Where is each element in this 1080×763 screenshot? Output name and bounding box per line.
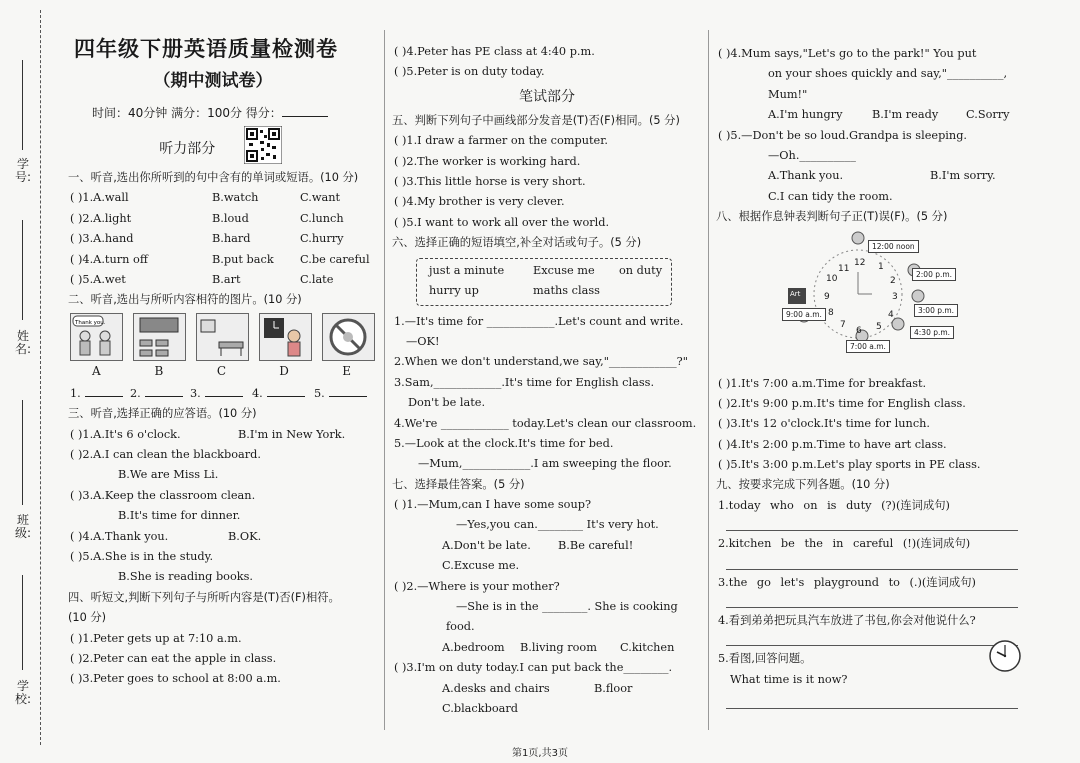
picture-row	[70, 313, 373, 361]
option-c[interactable]: C.blackboard	[442, 701, 518, 715]
clock-number: 12	[854, 258, 866, 268]
list-item	[716, 496, 1036, 516]
column-2	[392, 42, 702, 719]
list-item	[392, 152, 702, 172]
clock-number: 3	[892, 292, 898, 302]
judge-item[interactable]: ( )1.Peter gets up at 7:10 a.m.	[70, 631, 242, 645]
clock-number: 4	[888, 310, 894, 320]
question-stem[interactable]: ( )3.I'm on duty today.I can put back the________.	[394, 661, 673, 675]
speech-bubble-text: Thank you.	[75, 319, 106, 326]
list-item	[716, 611, 1036, 631]
list-item	[68, 188, 373, 208]
blank-number: 1.	[70, 386, 81, 400]
option-c[interactable]: C.I can tidy the room.	[768, 189, 893, 203]
option-b[interactable]: B.We are Miss Li.	[118, 468, 219, 482]
picture-label: D	[279, 363, 289, 378]
phrase-option[interactable]: just a minute	[429, 263, 505, 277]
name-line	[22, 220, 23, 320]
list-item	[392, 42, 702, 62]
picture-d	[259, 313, 312, 361]
option-c[interactable]: C.want	[300, 191, 341, 205]
option-c[interactable]: C.kitchen	[620, 640, 675, 654]
student-id-label: 学号:	[14, 157, 32, 184]
time-label: 2:00 p.m.	[912, 268, 956, 281]
judge-item[interactable]: ( )1.It's 7:00 a.m.Time for breakfast.	[718, 376, 927, 390]
picture-label: B	[154, 363, 164, 378]
time-label: 7:00 a.m.	[846, 340, 890, 353]
option-b[interactable]: B.put back	[212, 252, 274, 266]
option-a[interactable]: A.desks and chairs	[442, 681, 550, 695]
list-item	[68, 649, 373, 669]
list-item	[716, 534, 1036, 554]
blank-number: 3.	[190, 386, 201, 400]
list-item	[68, 465, 373, 485]
classroom-picture-icon	[134, 314, 185, 360]
list-item	[716, 187, 1036, 207]
list-item	[716, 435, 1036, 455]
sentence-task: 4.看到弟弟把玩具汽车放进了书包,你会对他说什么?	[718, 614, 976, 628]
list-item	[392, 373, 702, 393]
art-board-label: Art	[790, 290, 801, 298]
answer-blank[interactable]	[205, 384, 243, 397]
fill-blank-item[interactable]: 1.—It's time for ____________.Let's count and write.	[394, 314, 684, 328]
judge-item[interactable]: ( )3.This little horse is very short.	[394, 174, 586, 188]
option-a[interactable]: A.Thank you.	[768, 169, 844, 183]
list-item	[68, 669, 373, 689]
picture-labels	[70, 361, 373, 381]
clock-boy-picture-icon	[260, 314, 311, 360]
option-a[interactable]: ( )5.A.She is in the study.	[70, 549, 214, 563]
phrase-option[interactable]: Excuse me	[533, 263, 595, 277]
option-a[interactable]: A.I'm hungry	[768, 108, 843, 122]
option-a[interactable]: A.Don't be late.	[442, 538, 531, 552]
question-stem: ( )5.—Don't be so loud.Grandpa is sleeping.	[718, 128, 968, 142]
list-item	[716, 85, 1036, 105]
clock-number: 1	[878, 262, 884, 272]
answer-line[interactable]	[726, 593, 1018, 608]
list-item	[392, 658, 702, 678]
sentence-task: 3.the go let's playground to (.)(连词成句)	[718, 575, 976, 589]
question-stem[interactable]: —Oh.__________	[768, 148, 856, 162]
option-c[interactable]: C.Excuse me.	[442, 559, 520, 573]
list-item	[716, 146, 1036, 166]
school-label: 学校:	[14, 679, 32, 706]
option-b[interactable]: B.It's time for dinner.	[118, 509, 241, 523]
fill-blank-item: 5.—Look at the clock.It's time for bed.	[394, 436, 614, 450]
fill-blank-item: Don't be late.	[408, 396, 486, 410]
answer-line[interactable]	[726, 516, 1018, 531]
option-a[interactable]: ( )2.A.light	[70, 211, 132, 225]
judge-item[interactable]: ( )5.Peter is on duty today.	[394, 65, 545, 79]
list-item	[68, 209, 373, 229]
option-b[interactable]: B.watch	[212, 191, 259, 205]
list-item	[392, 352, 702, 372]
picture-a	[70, 313, 123, 361]
exam-meta	[92, 98, 373, 128]
picture-answer-row	[68, 384, 373, 404]
sentence-task: 2.kitchen be the in careful (!)(连词成句)	[718, 537, 971, 551]
section7-heading: 七、选择最佳答案。(5 分)	[392, 477, 525, 491]
clock-number: 10	[826, 274, 838, 284]
question-stem: ( )1.—Mum,can I have some soup?	[394, 498, 592, 512]
option-a[interactable]: A.bedroom	[442, 640, 505, 654]
answer-blank[interactable]	[267, 384, 305, 397]
class-line	[22, 400, 23, 505]
list-item	[392, 332, 702, 352]
fill-blank-item[interactable]: 4.We're ____________ today.Let's clean our classroom.	[394, 416, 697, 430]
section8-heading: 八、根据作息钟表判断句子正(T)误(F)。(5 分)	[716, 210, 948, 224]
answer-blank[interactable]	[145, 384, 183, 397]
clock-number: 8	[828, 308, 834, 318]
judge-item[interactable]: ( )2.The worker is working hard.	[394, 154, 581, 168]
option-a[interactable]: ( )3.A.hand	[70, 232, 134, 246]
list-item	[392, 131, 702, 151]
question-stem: food.	[446, 620, 475, 634]
clock-number: 6	[856, 326, 862, 336]
list-item	[392, 393, 702, 413]
option-b[interactable]: B.loud	[212, 211, 249, 225]
time-score-text: 时间：40分钟 满分：100分 得分：	[92, 106, 282, 120]
list-item	[716, 44, 1036, 64]
list-item	[392, 454, 702, 474]
sentence-task: 5.看图,回答问题。	[718, 652, 812, 666]
list-item	[68, 270, 373, 290]
list-item	[392, 495, 702, 515]
judge-item[interactable]: ( )5.It's 3:00 p.m.Let's play sports in PE class.	[718, 458, 981, 472]
option-b[interactable]: B.floor	[594, 681, 633, 695]
qr-code-icon	[244, 126, 282, 164]
list-item	[68, 250, 373, 270]
list-item	[716, 126, 1036, 146]
list-item	[68, 486, 373, 506]
question-stem[interactable]: on your shoes quickly and say,"__________,	[768, 67, 1008, 81]
list-item	[716, 374, 1036, 394]
list-item	[68, 527, 373, 547]
option-b[interactable]: B.living room	[520, 640, 597, 654]
picture-label: A	[91, 363, 101, 378]
picture-c	[196, 313, 249, 361]
option-b[interactable]: B.She is reading books.	[118, 570, 254, 584]
section6-heading: 六、选择正确的短语填空,补全对话或句子。(5 分)	[392, 236, 642, 250]
column-divider	[384, 30, 385, 730]
cut-line	[40, 10, 41, 745]
option-c[interactable]: C.be careful	[300, 252, 370, 266]
list-item	[68, 567, 373, 587]
section1-items	[68, 188, 373, 290]
option-a[interactable]: ( )1.A.It's 6 o'clock.	[70, 427, 181, 441]
judge-item[interactable]: ( )3.It's 12 o'clock.It's time for lunch.	[718, 417, 931, 431]
section3-heading: 三、听音,选择正确的应答语。(10 分)	[68, 407, 257, 421]
answer-line[interactable]	[726, 631, 1018, 646]
time-label: 9:00 a.m.	[782, 308, 826, 321]
question-stem: Mum!"	[768, 87, 808, 101]
list-item	[716, 670, 1036, 690]
fill-blank-item[interactable]: 2.When we don't understand,we say,"____________?"	[394, 355, 688, 369]
question-stem[interactable]: —She is in the ________. She is cooking	[456, 600, 678, 614]
section2-heading: 二、听音,选出与所听内容相符的图片。(10 分)	[68, 293, 302, 307]
phrase-option[interactable]: maths class	[533, 283, 600, 297]
blank-number: 5.	[314, 386, 325, 400]
fill-blank-item[interactable]: —Mum,____________.I am sweeping the floor.	[418, 457, 672, 471]
name-label: 姓名:	[14, 329, 32, 356]
section5-heading: 五、判断下列句子中画线部分发音是(T)否(F)相同。(5 分)	[392, 113, 680, 127]
listening-heading-text: 听力部分	[159, 141, 216, 157]
list-item	[392, 679, 702, 699]
option-b[interactable]: B.I'm sorry.	[930, 169, 996, 183]
written-heading: 笔试部分	[519, 88, 575, 105]
student-id-line	[22, 60, 23, 150]
answer-blank[interactable]	[85, 384, 123, 397]
column-1	[68, 34, 373, 690]
schedule-clock-diagram	[780, 228, 960, 356]
list-item	[68, 506, 373, 526]
judge-item[interactable]: ( )4.Peter has PE class at 4:40 p.m.	[394, 45, 595, 58]
time-label: 12:00 noon	[868, 240, 919, 253]
list-item	[392, 597, 702, 617]
time-label: 4:30 p.m.	[910, 326, 954, 339]
clock-number: 9	[824, 292, 830, 302]
exam-subtitle: （期中测试卷）	[153, 71, 273, 91]
class-label: 班级:	[14, 513, 32, 540]
section4-points: (10 分)	[68, 611, 107, 625]
list-item	[716, 455, 1036, 475]
column-divider	[708, 30, 709, 730]
phrase-option[interactable]: on duty	[619, 263, 663, 277]
score-blank[interactable]	[282, 104, 328, 117]
no-sign-picture-icon	[323, 314, 374, 360]
option-c[interactable]: C.hurry	[300, 232, 344, 246]
list-item	[392, 699, 702, 719]
list-item	[716, 64, 1036, 84]
picture-label: E	[342, 363, 352, 378]
list-item	[392, 515, 702, 535]
phrase-box	[416, 258, 672, 306]
list-item	[392, 434, 702, 454]
blank-number: 2.	[130, 386, 141, 400]
list-item	[392, 414, 702, 434]
judge-item[interactable]: ( )2.Peter can eat the apple in class.	[70, 651, 277, 665]
list-item	[716, 649, 1036, 669]
option-a[interactable]: ( )1.A.wall	[70, 191, 129, 205]
answer-line[interactable]	[726, 694, 1018, 709]
judge-item[interactable]: ( )4.It's 2:00 p.m.Time to have art class.	[718, 437, 947, 451]
list-item	[392, 556, 702, 576]
option-a[interactable]: ( )5.A.wet	[70, 272, 126, 286]
option-c[interactable]: C.late	[300, 272, 334, 286]
exam-title: 四年级下册英语质量检测卷	[74, 37, 338, 61]
option-c[interactable]: C.lunch	[300, 211, 344, 225]
list-item	[392, 312, 702, 332]
clock-number: 2	[890, 276, 896, 286]
section9-heading: 九、按要求完成下列各题。(10 分)	[716, 478, 890, 492]
question-stem: ( )4.Mum says,"Let's go to the park!" You put	[718, 47, 977, 60]
school-line	[22, 575, 23, 670]
blank-number: 4.	[252, 386, 263, 400]
option-b[interactable]: B.I'm ready	[872, 108, 939, 122]
judge-item[interactable]: ( )1.I draw a farmer on the computer.	[394, 134, 608, 148]
section4-heading: 四、听短文,判断下列句子与所听内容是(T)否(F)相符。	[68, 590, 340, 604]
question-stem: ( )2.—Where is your mother?	[394, 579, 560, 593]
binding-margin	[0, 0, 58, 763]
fill-blank-item: —OK!	[406, 334, 440, 348]
option-b[interactable]: B.I'm in New York.	[238, 427, 346, 441]
option-b[interactable]: B.art	[212, 272, 241, 286]
picture-label: C	[216, 363, 227, 378]
list-item	[716, 105, 1036, 125]
sentence-task: 1.today who on is duty (?)(连词成句)	[718, 498, 950, 512]
option-c[interactable]: C.Sorry	[966, 108, 1010, 122]
option-a[interactable]: ( )4.A.turn off	[70, 252, 148, 266]
clock-number: 11	[838, 264, 850, 274]
judge-item[interactable]: ( )2.It's 9:00 p.m.It's time for English class.	[718, 396, 966, 410]
list-item	[716, 414, 1036, 434]
wall-clock-icon	[988, 639, 1022, 673]
section1-heading: 一、听音,选出你所听到的句中含有的单词或短语。(10 分)	[68, 171, 359, 184]
list-item	[68, 445, 373, 465]
list-item	[68, 629, 373, 649]
option-b[interactable]: B.Be careful!	[558, 538, 634, 552]
list-item	[716, 573, 1036, 593]
list-item	[68, 425, 373, 445]
list-item	[716, 166, 1036, 186]
page-footer: 第1页,共3页	[512, 748, 568, 759]
judge-item[interactable]: ( )5.I want to work all over the world.	[394, 215, 610, 229]
list-item	[68, 229, 373, 249]
answer-line[interactable]	[726, 555, 1018, 570]
option-a[interactable]: ( )3.A.Keep the classroom clean.	[70, 488, 256, 502]
room-picture-icon	[197, 314, 248, 360]
phrase-option[interactable]: hurry up	[429, 283, 479, 297]
option-b[interactable]: B.hard	[212, 232, 251, 246]
fill-blank-item[interactable]: 3.Sam,____________.It's time for English class.	[394, 375, 655, 389]
judge-item[interactable]: ( )3.Peter goes to school at 8:00 a.m.	[70, 672, 281, 686]
list-item	[392, 536, 702, 556]
column-3	[716, 44, 1036, 709]
answer-blank[interactable]	[329, 384, 367, 397]
picture-e	[322, 313, 375, 361]
option-a[interactable]: ( )2.A.I can clean the blackboard.	[70, 447, 261, 461]
list-item	[392, 172, 702, 192]
list-item	[716, 394, 1036, 414]
time-label: 3:00 p.m.	[914, 304, 958, 317]
picture-b	[133, 313, 186, 361]
question-stem[interactable]: —Yes,you can.________ It's very hot.	[456, 518, 659, 532]
list-item	[392, 617, 702, 637]
list-item	[392, 213, 702, 233]
list-item	[392, 62, 702, 82]
list-item	[392, 192, 702, 212]
thank-you-picture-icon	[71, 314, 122, 360]
list-item	[392, 577, 702, 597]
list-item	[68, 547, 373, 567]
option-b[interactable]: B.OK.	[228, 529, 262, 543]
listening-heading	[68, 130, 373, 168]
question-stem: What time is it now?	[730, 672, 848, 686]
judge-item[interactable]: ( )4.My brother is very clever.	[394, 195, 565, 209]
list-item	[392, 638, 702, 658]
option-a[interactable]: ( )4.A.Thank you.	[70, 529, 169, 543]
clock-number: 5	[876, 322, 882, 332]
clock-number: 7	[840, 320, 846, 330]
